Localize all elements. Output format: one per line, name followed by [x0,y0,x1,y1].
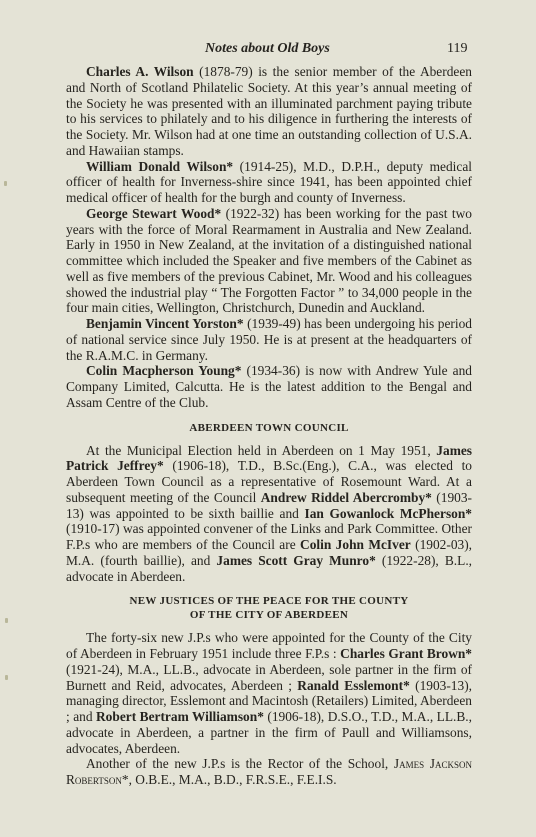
entry-paragraph [66,159,472,206]
paragraph-text: (1902-03), M.A. (fourth baillie), and [66,537,473,568]
section-heading-justices [66,594,472,622]
paragraph-text: (1922-28), B.L., advocate in Aberdeen. [66,552,473,584]
rector-paragraph [66,756,472,788]
margin-speck [4,181,7,186]
heading-line: NEW JUSTICES OF THE PEACE FOR THE COUNTY [129,595,409,608]
person-name: Colin Macpherson Young* [86,363,242,379]
running-head-title: Notes about Old Boys [205,41,330,56]
paragraph-text: (1906-18), D.S.O., T.D., M.A., LL.B., advocate in Aberdeen, a partner in the firm of Paull and Williamsons, advocates, Aberdeen. [66,709,472,756]
person-name: Benjamin Vincent Yorston* [86,316,244,331]
body-text [66,64,472,788]
paragraph-text: , O.B.E., M.A., B.D., F.R.S.E., F.E.I.S. [128,772,337,787]
entry-paragraph [66,206,472,316]
margin-speck [5,618,8,623]
entry-paragraph [66,64,472,159]
margin-speck [5,675,8,680]
town-council-paragraph [66,443,472,585]
paragraph-text: At the Municipal Election held in Aberdeen on 1 May 1951, [86,442,437,458]
section-heading-town-council: ABERDEEN TOWN COUNCIL [189,421,349,434]
person-name: Andrew Riddel Abercromby* [260,489,432,505]
entry-text: (1934-36) is now with Andrew Yule and Company Limited, Calcutta. He is the latest addition to the Bengal and Assam Centre of the Club. [66,363,472,410]
paragraph-text: Another of the new J.P.s is the Rector of the School, [86,756,394,772]
person-name: George Stewart Wood* [86,205,222,221]
person-name: Charles Grant Brown* [340,646,473,661]
person-name: James Scott Gray Munro* [216,552,376,568]
paragraph-text: (1903-13) was appointed to be sixth baillie and [66,489,472,521]
paragraph-text: (1921-24), M.A., LL.B., advocate in Aberdeen, sole partner in the firm of Burnett and Reid, advocates, Aberdeen ; [66,661,472,693]
justices-paragraph [66,630,472,756]
heading-line: OF THE CITY OF ABERDEEN [189,609,349,622]
entry-text: (1939-49) has been undergoing his period of national service since July 1950. He is at present at the headquarters of the R.A.M.C. in Germany. [66,316,472,363]
person-name: Ian Gowanlock McPherson* [304,505,472,521]
paragraph-text: (1903-13), managing director, Esslemont and Macintosh (Retailers) Limited, Aberdeen ; and [66,677,473,724]
page-number: 119 [447,41,468,56]
person-name: Colin John McIver [300,537,411,552]
person-name: James Patrick Jeffrey* [66,442,472,474]
rector-name: James Jackson Robertson* [66,756,472,787]
paragraph-text: (1906-18), T.D., B.Sc.(Eng.), C.A., was elected to Aberdeen Town Council as a representative of Rosemount Ward. At a subsequent meeting of the Council [66,458,472,505]
person-name: Charles A. Wilson [86,64,194,79]
paragraph-text: (1910-17) was appointed convener of the Links and Park Committee. Other F.P.s who are members of the Council are [66,521,472,552]
entry-paragraph [66,363,472,410]
entry-text: (1878-79) is the senior member of the Aberdeen and North of Scotland Philatelic Society. At this year’s annual meeting of the Society he was presented with an illuminated parchment paying tribute to his services to philately and to his diligence in furthering the interests of the Society. Mr. Wilson had at one time an outstanding collection of U.S.A. and Hawaiian stamps. [66,64,472,158]
person-name: Ranald Esslemont* [297,677,410,693]
entry-paragraph [66,316,472,363]
paragraph-text: The forty-six new J.P.s who were appointed for the County of the City of Aberdeen in February 1951 include three F.P.s : [66,630,472,661]
entry-text: (1914-25), M.D., D.P.H., deputy medical officer of health for Inverness-shire since 1941, has been appointed chief medical officer of health for the burgh and county of Inverness. [66,158,472,205]
person-name: William Donald Wilson* [86,158,234,174]
entry-text: (1922-32) has been working for the past two years with the force of Moral Rearmament in Australia and New Zealand. Early in 1950 in New Zealand, at the invitation of a distinguished national committee which included the Speaker and five members of the Cabinet as well as five members of the previous Cabinet, Mr. Wood and his colleagues showed the industrial play “ The Forgotten Factor ” to 34,000 people in the four main cities, Wellington, Christchurch, Dunedin and Auckland. [66,205,472,316]
person-name: Robert Bertram Williamson* [96,709,264,724]
running-head [0,40,536,58]
